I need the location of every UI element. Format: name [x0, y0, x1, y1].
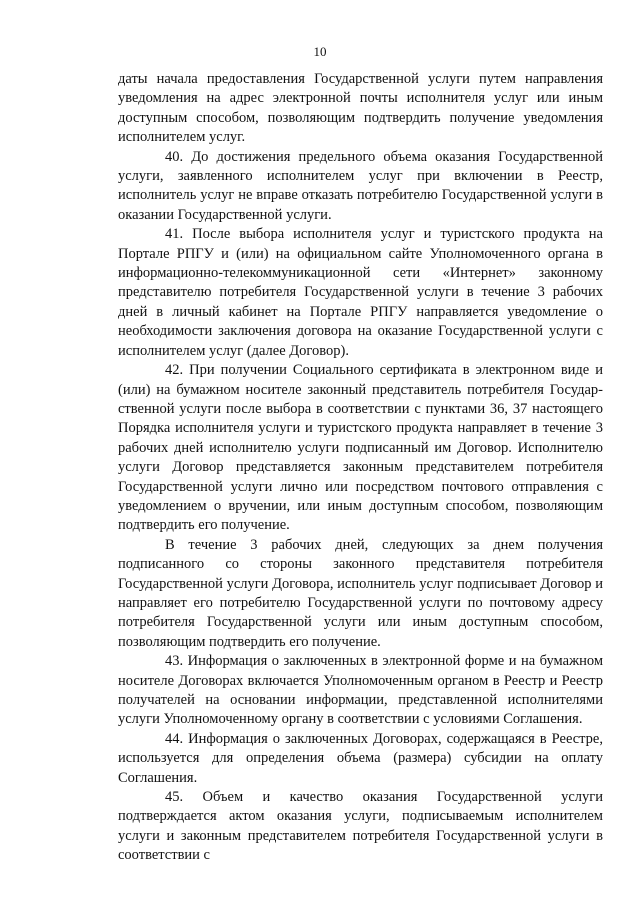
- paragraph-41: 41. После выбора исполнителя услуг и туристского продукта на Портале РПГУ и (или) на официальном сайте Уполномоченного органа в информационно-телекоммуникационной сети «Интернет» законному представителю потребителя Государственной услуги в течение 3 рабочих дней в личный кабинет на Портале РПГУ направляется уведомление о необходимости заключения договора на оказание Государственной услуги с исполнителем услуг (далее Договор).: [118, 226, 603, 359]
- paragraph-43: 43. Информация о заключенных в электронной форме и на бумажном носителе Договорах включается Уполномоченным органом в Реестр и Реестр получателей на основании информации, представленной исполнителями услуги Уполномоченному органу в соответствии с условиями Соглашения.: [118, 653, 603, 728]
- paragraph-40: 40. До достижения предельного объема оказания Государственной услуги, заявленного исполнителем услуг при включении в Реестр, исполнитель услуг не вправе отказать потребителю Государственной услуги в оказании Государственной услуги.: [118, 148, 603, 223]
- paragraph-continuation: даты начала предоставления Государственной услуги путем направления уведомления на адрес электронной почты исполнителя услуг или иным доступным способом, позволяющим подтвердить получение уведомления исполнителем услуг.: [118, 71, 603, 146]
- document-body: [118, 70, 603, 866]
- paragraph-42-continued: В течение 3 рабочих дней, следующих за днем получения подписанного со стороны законного представителя потребителя Государственной услуги Договора, исполнитель услуг подписывает Договор и направляет его потребителю Государственной услуги по почтовому адресу потребителя Государственной услуги или иным доступным способом, позволяющим подтвердить его получение.: [118, 536, 603, 650]
- paragraph-44: 44. Информация о заключенных Договорах, содержащаяся в Реестре, используется для определения объема (размера) субсидии на оплату Соглашения.: [118, 730, 603, 786]
- paragraph-42: 42. При получении Социального сертификата в электронном виде и (или) на бумажном носителе законный представитель потребителя Государ-ственной услуги после выбора в соответствии с пунктами 36, 37 настоящего Порядка исполнителя услуги и туристского продукта направляет в течение 3 рабочих дней исполнителю услуги подписанный им Договор. Исполнителю услуги Договор представляется законным представителем потребителя Государственной услуги лично или посредством почтового отправления с уведомлением о вручении, или иным доступным способом, позволяющим подтвердить его получение.: [118, 362, 603, 534]
- page-number: 10: [313, 44, 327, 59]
- paragraph-45: 45. Объем и качество оказания Государственной услуги подтверждается актом оказания услуги, подписываемым исполнителем услуги и законным представителем потребителя Государственной услуги в соответствии с: [118, 789, 603, 864]
